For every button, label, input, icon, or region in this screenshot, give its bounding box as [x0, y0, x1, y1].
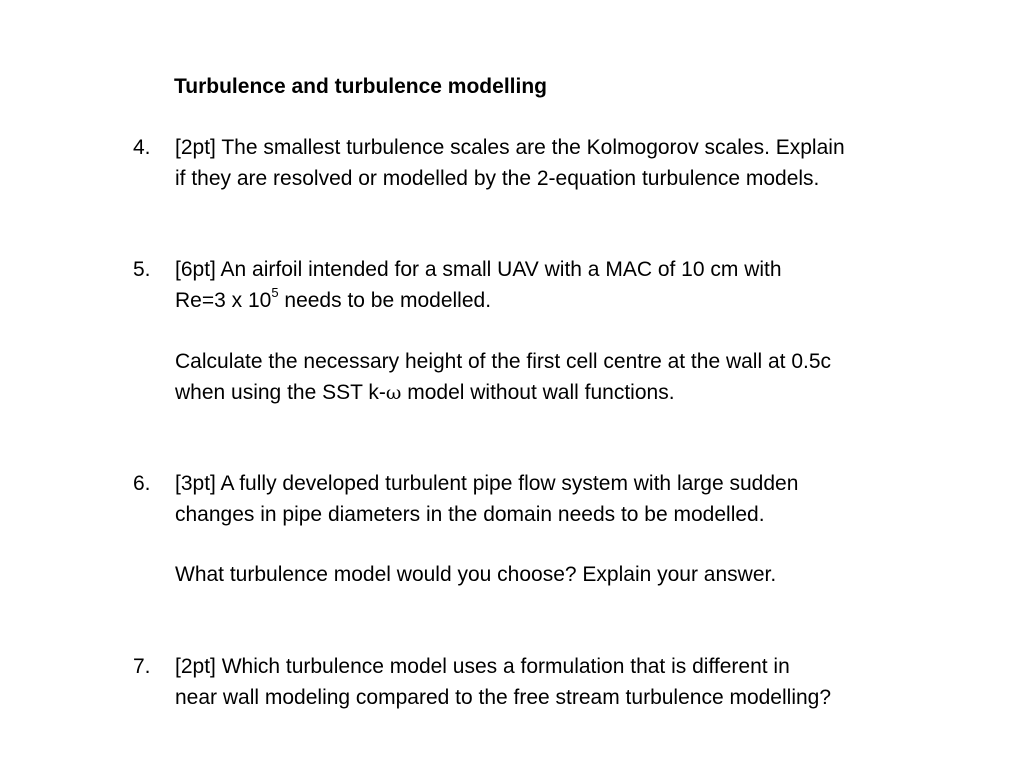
- question-text-line: [2pt] The smallest turbulence scales are the Kolmogorov scales. Explain: [175, 136, 845, 159]
- question-text-line: if they are resolved or modelled by the 2-equation turbulence models.: [175, 167, 820, 190]
- omega-symbol: ω: [385, 382, 402, 404]
- section-heading: Turbulence and turbulence modelling: [174, 75, 547, 98]
- question-text-fragment: needs to be modelled.: [278, 289, 492, 312]
- question-text-line: [175, 377, 675, 409]
- question-text-line: [3pt] A fully developed turbulent pipe flow system with large sudden: [175, 472, 799, 495]
- question-text-line: Calculate the necessary height of the first cell centre at the wall at 0.5c: [175, 350, 832, 373]
- question-number: 7.: [133, 655, 151, 678]
- question-text-fragment: when using the SST k-: [175, 381, 386, 404]
- reynolds-exponent: 5: [271, 285, 279, 300]
- question-text-line: near wall modeling compared to the free stream turbulence modelling?: [175, 686, 832, 709]
- question-text-line: What turbulence model would you choose? Explain your answer.: [175, 563, 777, 586]
- question-text-line: [2pt] Which turbulence model uses a formulation that is different in: [175, 655, 790, 678]
- reynolds-base: Re=3 x 10: [175, 289, 272, 312]
- question-number: 5.: [133, 258, 151, 281]
- question-number: 6.: [133, 472, 151, 495]
- question-text-line: changes in pipe diameters in the domain needs to be modelled.: [175, 503, 765, 526]
- question-text-fragment: model without wall functions.: [401, 381, 675, 404]
- question-text-line: [175, 285, 491, 316]
- question-number: 4.: [133, 136, 151, 159]
- question-text-line: [6pt] An airfoil intended for a small UAV with a MAC of 10 cm with: [175, 258, 782, 281]
